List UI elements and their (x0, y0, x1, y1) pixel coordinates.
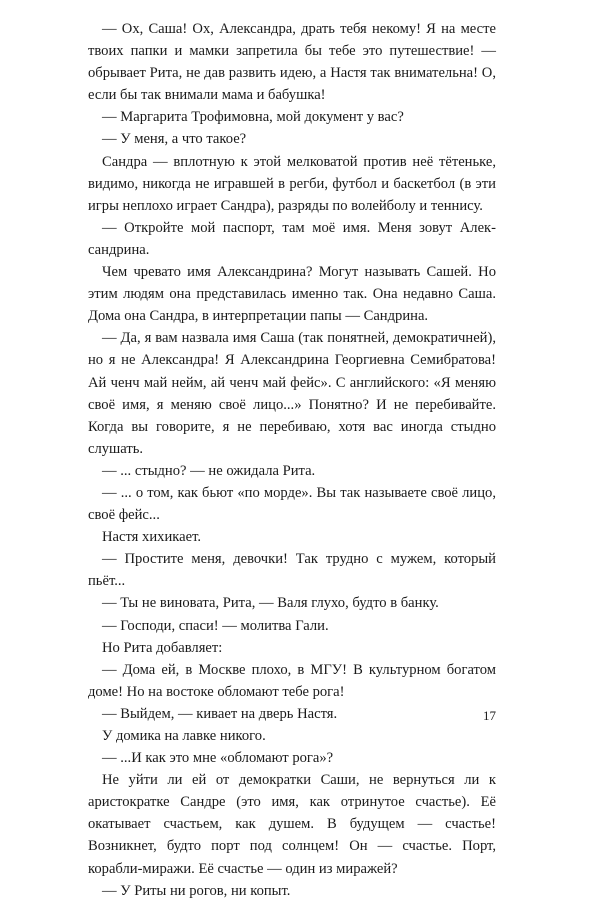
paragraph: Настя хихикает. (102, 529, 202, 546)
paragraph: Сандра — вплотную к этой мелковатой против неё тётеньке, видимо, никогда не игравшей в регби, футбол и баскетбол (в эти игры неплохо играет Сандра), разряды по волейболу и теннису. (88, 153, 496, 214)
paragraph: — ... о том, как бьют «по морде». Вы так называете своё лицо, своё фейс... (88, 484, 496, 524)
paragraph: Но Рита добавляет: (102, 639, 223, 656)
paragraph: — ...И как это мне «обломают рога»? (102, 750, 334, 767)
paragraph: — Дома ей, в Москве плохо, в МГУ! В культурном богатом доме! Но на востоке обломают тебе рога! (88, 661, 496, 700)
paragraph: У домика на лавке никого. (102, 728, 266, 744)
paragraph: — Да, я вам назвала имя Саша (так понятней, демократичней), но я не Александра! Я Александрина Георгиевна Семибратова! Ай ченч май нейм, ай ченч май фейс». С английского: «Я меняю своё имя, я меняю своё лицо...» Понятно? И не перебивайте. Когда вы говорите, я не перебиваю, хотя вас иногда стыдно слушать. (88, 330, 496, 457)
page-number: 17 (483, 708, 496, 723)
paragraph: — Ох, Саша! Ох, Александра, драть тебя некому! Я на месте твоих папки и мамки запретила бы тебе это путешествие! — обрывает Рита, не дав развить идею, а Настя так внимательна! О, если бы так внимали мама и бабушка! (88, 21, 496, 104)
paragraph: Чем чревато имя Александрина? Могут называть Сашей. Но этим людям она представилась именно так. Она недавно Саша. Дома она Сандра, в интерпретации папы — Сандрина. (88, 264, 496, 325)
paragraph: Не уйти ли ей от демократки Саши, не вернуться ли к аристократке Сандре (это имя, как отринутое счастье). Её окатывает счастьем, как душем. В будущем — счастье! Возникнет, будто порт под солнцем! Он — счастье. Порт, корабли-миражи. Её счастье — один из миражей? (88, 772, 496, 877)
paragraph: — ... стыдно? — не ожидала Рита. (102, 462, 316, 479)
body-text (88, 18, 496, 902)
paragraph: — Маргарита Трофимовна, мой документ у вас? (102, 109, 404, 126)
paragraph: — У Риты ни рогов, ни копыт. (102, 882, 291, 899)
paragraph: — Откройте мой паспорт, там моё имя. Меня зовут Алек-сандрина. (88, 219, 496, 258)
paragraph: — Выйдем, — кивает на дверь Настя. (102, 705, 338, 722)
paragraph: — У меня, а что такое? (102, 131, 247, 148)
paragraph: — Простите меня, девочки! Так трудно с мужем, который пьёт... (88, 551, 496, 590)
paragraph: — Господи, спаси! — молитва Гали. (102, 617, 329, 634)
paragraph: — Ты не виновата, Рита, — Валя глухо, будто в банку. (102, 595, 439, 612)
